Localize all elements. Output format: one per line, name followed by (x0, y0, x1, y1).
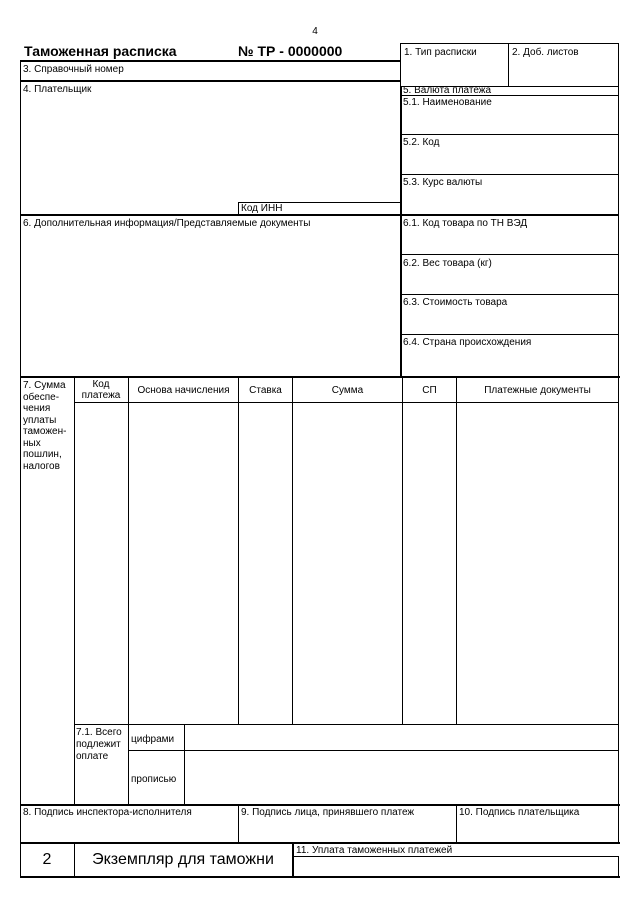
field-11-label: 11. Уплата таможенных платежей (296, 845, 453, 856)
form-number: № ТР - 0000000 (238, 43, 343, 59)
in-digits-label: цифрами (131, 734, 175, 745)
field-9-label: 9. Подпись лица, принявшего платеж (241, 807, 415, 818)
rule (20, 214, 400, 216)
rule (238, 376, 239, 724)
col-header-amount: Сумма (331, 385, 364, 396)
rule (456, 376, 457, 724)
rule (292, 856, 618, 857)
rule (400, 334, 618, 335)
rule (400, 86, 402, 376)
field-6-4-label: 6.4. Страна происхождения (403, 337, 532, 348)
field-6-label: 6. Дополнительная информация/Представляемые документы (23, 218, 311, 229)
col-header-payment-docs: Платежные документы (484, 385, 591, 396)
field-5-label: 5. Валюта платежа (403, 85, 492, 96)
rule (292, 376, 293, 724)
field-6-2-label: 6.2. Вес товара (кг) (403, 258, 492, 269)
rule (74, 376, 75, 804)
rule (400, 254, 618, 255)
field-1-label: 1. Тип расписки (404, 47, 477, 58)
col-header-payment-code: Код платежа (81, 379, 121, 401)
rule (184, 724, 185, 804)
rule (128, 750, 618, 751)
rule (618, 86, 619, 376)
rule (20, 876, 620, 878)
col-header-rate: Ставка (249, 385, 282, 396)
field-3-label: 3. Справочный номер (23, 64, 124, 75)
rule (20, 842, 620, 844)
field-6-1-label: 6.1. Код товара по ТН ВЭД (403, 218, 528, 229)
rule (20, 60, 21, 877)
field-5-2-label: 5.2. Код (403, 137, 440, 148)
rule (400, 60, 401, 80)
rule (618, 804, 619, 842)
rule (400, 174, 618, 175)
in-words-label: прописью (131, 774, 177, 785)
rule (456, 804, 457, 842)
rule (238, 804, 239, 842)
field-4-label: 4. Плательщик (23, 84, 92, 95)
copy-label: Экземпляр для таможни (92, 851, 274, 868)
inn-label: Код ИНН (241, 203, 283, 214)
rule (20, 376, 620, 378)
rule (400, 43, 618, 44)
copy-number: 2 (42, 851, 52, 868)
rule (618, 856, 619, 877)
field-2-label: 2. Доб. листов (512, 47, 579, 58)
field-7-label: 7. Сумма обеспе-чения уплаты таможен-ных пошлин, налогов (23, 380, 67, 472)
rule (618, 43, 619, 86)
rule (238, 202, 239, 214)
rule (74, 724, 618, 725)
field-5-3-label: 5.3. Курс валюты (403, 177, 483, 188)
rule (618, 376, 619, 804)
rule (128, 376, 129, 804)
rule (400, 214, 618, 216)
rule (400, 134, 618, 135)
col-header-basis: Основа начисления (137, 385, 230, 396)
col-header-sp: СП (422, 385, 437, 396)
rule (20, 804, 620, 806)
field-5-1-label: 5.1. Наименование (403, 97, 492, 108)
field-7-1-label: 7.1. Всего подлежит оплате (76, 727, 122, 762)
form-title: Таможенная расписка (24, 43, 177, 59)
rule (20, 80, 400, 82)
field-10-label: 10. Подпись плательщика (459, 807, 580, 818)
page-number: 4 (312, 26, 318, 37)
rule (74, 402, 618, 403)
rule (20, 60, 400, 62)
rule (402, 376, 403, 724)
rule (292, 842, 294, 877)
field-6-3-label: 6.3. Стоимость товара (403, 297, 508, 308)
rule (400, 294, 618, 295)
rule (508, 43, 509, 86)
field-8-label: 8. Подпись инспектора-исполнителя (23, 807, 192, 818)
